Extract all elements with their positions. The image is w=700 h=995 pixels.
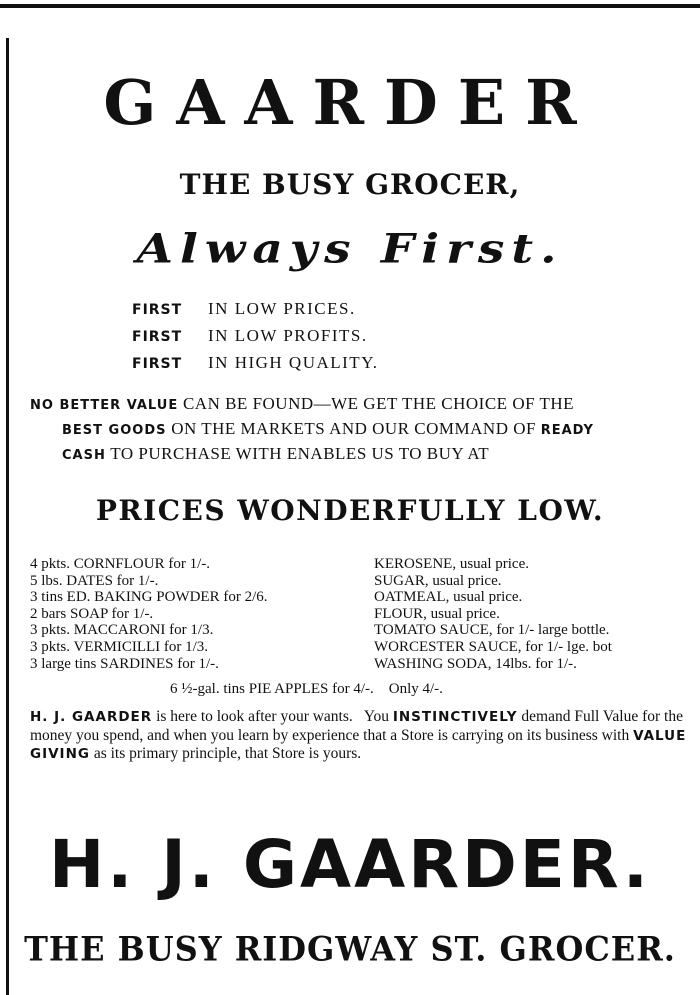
first-rest: IN LOW PRICES. (208, 299, 356, 318)
pie-apples-line: 6 ½-gal. tins PIE APPLES for 4/-. Only 4/-. (170, 681, 443, 697)
list-item: 3 large tins SARDINES for 1/-. (30, 655, 219, 672)
shop-title: GAARDER (103, 66, 597, 139)
bold-text: NO BETTER VALUE (30, 398, 179, 413)
bold-text: READY (540, 423, 594, 438)
firsts-line (132, 350, 379, 377)
list-item: WORCESTER SAUCE, for 1/- lge. bot (374, 638, 612, 655)
first-word: FIRST (132, 356, 183, 372)
list-item: 3 tins ED. BAKING POWDER for 2/6. (30, 589, 268, 606)
name-banner: H. J. GAARDER. (48, 826, 652, 903)
body-text: CAN BE FOUND—WE GET THE CHOICE OF THE (178, 394, 575, 413)
list-item: OATMEAL, usual price. (374, 589, 523, 606)
top-border-rule (0, 4, 700, 8)
right-price-list (374, 556, 612, 672)
value-paragraph (30, 392, 692, 467)
firsts-line (132, 296, 379, 323)
list-item: 5 lbs. DATES for 1/-. (30, 572, 159, 589)
bold-text: H. J. GAARDER (30, 709, 153, 725)
first-word: FIRST (132, 302, 183, 318)
list-item: WASHING SODA, 14lbs. for 1/-. (374, 655, 577, 672)
body-text: TO PURCHASE WITH ENABLES US TO BUY AT (105, 444, 490, 463)
body-text: demand Full Value for the money you spend, and when you learn by experience that a Store is carrying on its business with (30, 708, 683, 744)
list-item: KEROSENE, usual price. (374, 556, 529, 572)
list-item: TOMATO SAUCE, for 1/- large bottle. (374, 622, 610, 639)
bold-text: INSTINCTIVELY (392, 709, 518, 725)
wants-paragraph (30, 708, 692, 764)
bold-text: CASH (62, 448, 106, 463)
firsts-list (132, 296, 379, 377)
list-item: 3 pkts. MACCARONI for 1/3. (30, 622, 214, 639)
body-text: is here to look after your wants. You (152, 708, 393, 725)
list-item: 3 pkts. VERMICILLI for 1/3. (30, 638, 209, 655)
left-price-list (30, 556, 268, 672)
body-text: ON THE MARKETS AND OUR COMMAND OF (166, 419, 541, 438)
list-item: 2 bars SOAP for 1/-. (30, 605, 154, 622)
first-rest: IN HIGH QUALITY. (208, 353, 379, 372)
firsts-line (132, 323, 379, 350)
list-item: 4 pkts. CORNFLOUR for 1/-. (30, 556, 211, 572)
shop-subtitle: THE BUSY GROCER, (179, 168, 521, 201)
bold-text: BEST GOODS (62, 423, 167, 438)
first-rest: IN LOW PROFITS. (208, 326, 368, 345)
footer-tagline: THE BUSY RIDGWAY ST. GROCER. (24, 929, 676, 969)
bold-text: VALUE GIVING (30, 727, 687, 762)
list-item: SUGAR, usual price. (374, 572, 502, 589)
list-item: FLOUR, usual price. (374, 605, 500, 622)
body-text: as its primary principle, that Store is yours. (89, 745, 362, 762)
first-word: FIRST (132, 329, 183, 345)
prices-heading: PRICES WONDERFULLY LOW. (95, 494, 605, 527)
slogan: Always First. (136, 226, 564, 273)
